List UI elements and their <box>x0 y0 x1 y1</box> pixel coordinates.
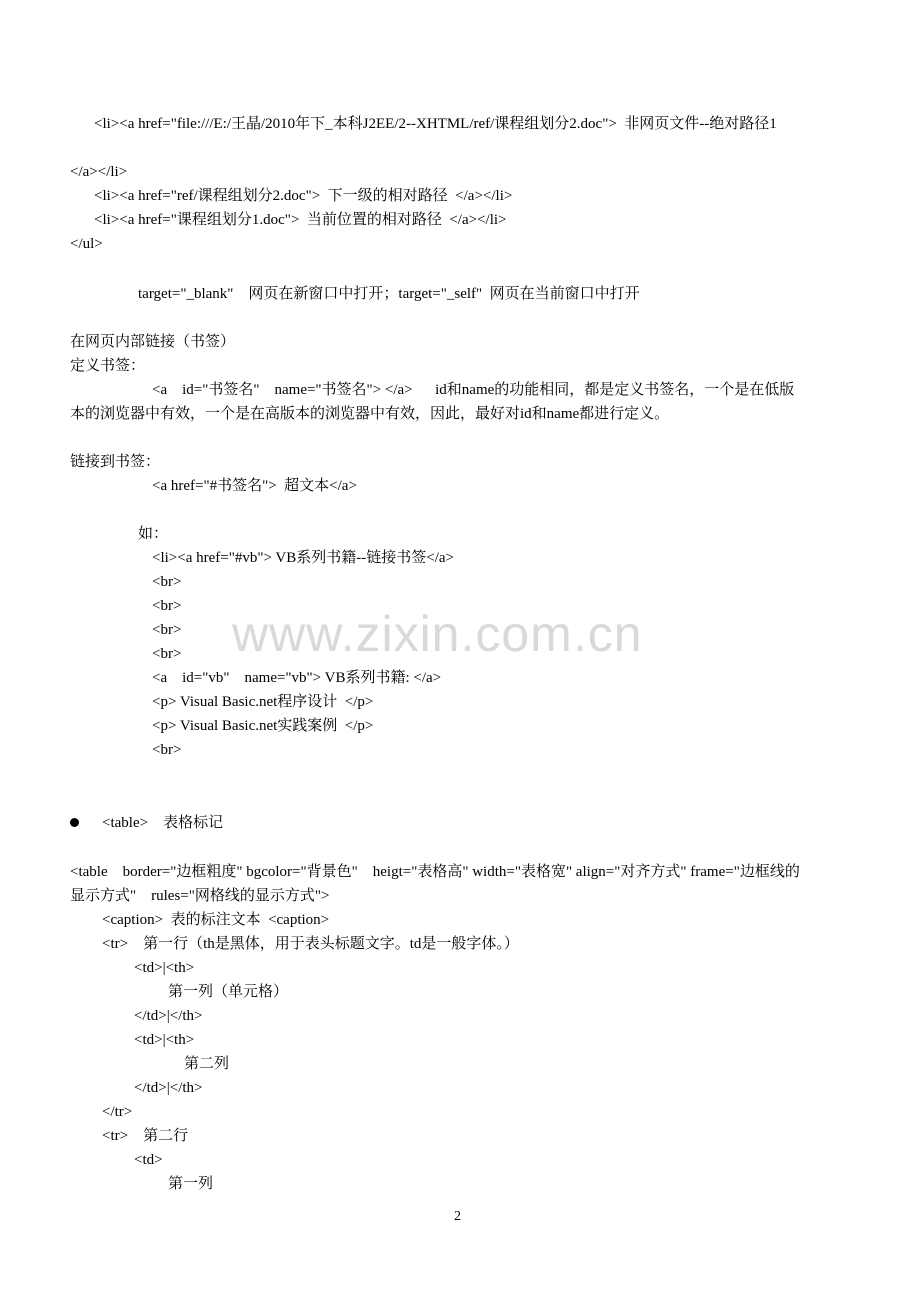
text-line: <br> <box>152 646 182 662</box>
text-line: 第一列 <box>168 1176 214 1192</box>
text-line: <li><a href="#vb"> VB系列书籍--链接书签</a> <box>152 550 454 566</box>
text-line: <a href="#书签名"> 超文本</a> <box>152 478 357 494</box>
text-line: <p> Visual Basic.net实践案例 </p> <box>152 718 374 734</box>
text-line: </ul> <box>70 236 103 252</box>
text-line: <table border="边框粗度" bgcolor="背景色" heigt="表格高" width="表格宽" align="对齐方式" frame="边框线的 <box>70 864 800 880</box>
text-line: <br> <box>152 598 182 614</box>
text-line: 第一列（单元格） <box>168 984 289 1000</box>
text-line: <li><a href="file:///E:/王晶/2010年下_本科J2EE/2--XHTML/ref/课程组划分2.doc"> 非网页文件--绝对路径1 <box>94 116 777 132</box>
text-line: <br> <box>152 622 182 638</box>
text-line: <td>|<th> <box>134 960 195 976</box>
watermark: www.zixin.com.cn <box>232 606 643 662</box>
text-line: <br> <box>152 574 182 590</box>
text-line: 定义书签： <box>70 358 146 374</box>
text-line: <li><a href="课程组划分1.doc"> 当前位置的相对路径 </a></li> <box>94 212 507 228</box>
text-line: 如： <box>138 526 169 542</box>
text-line: <td> <box>134 1152 163 1168</box>
text-line: 链接到书签： <box>70 454 161 470</box>
text-line: 第二列 <box>184 1056 230 1072</box>
text-line: <td>|<th> <box>134 1032 195 1048</box>
page-number: 2 <box>454 1209 461 1224</box>
text-line: <li><a href="ref/课程组划分2.doc"> 下一级的相对路径 </a></li> <box>94 188 513 204</box>
text-line: <a id="vb" name="vb"> VB系列书籍: </a> <box>152 670 442 686</box>
text-line: 本的浏览器中有效，一个是在高版本的浏览器中有效，因此，最好对id和name都进行定义。 <box>70 406 670 422</box>
text-line: </a></li> <box>70 164 128 180</box>
bullet-icon <box>70 818 79 827</box>
text-line: </tr> <box>102 1104 133 1120</box>
text-line: </td>|</th> <box>134 1008 203 1024</box>
text-line: </td>|</th> <box>134 1080 203 1096</box>
section-heading: <table> 表格标记 <box>102 815 224 831</box>
text-line: <a id="书签名" name="书签名"> </a> id和name的功能相同，都是定义书签名，一个是在低版 <box>152 382 795 398</box>
text-line: target="_blank" 网页在新窗口中打开；target="_self" 网页在当前窗口中打开 <box>138 286 640 302</box>
text-line: <br> <box>152 742 182 758</box>
section-heading: 在网页内部链接（书签） <box>70 334 236 350</box>
text-line: <caption> 表的标注文本 <caption> <box>102 912 330 928</box>
text-line: <p> Visual Basic.net程序设计 </p> <box>152 694 374 710</box>
text-line: <tr> 第一行（th是黑体，用于表头标题文字。td是一般字体。） <box>102 936 519 952</box>
text-line: <tr> 第二行 <box>102 1128 189 1144</box>
text-line: 显示方式" rules="网格线的显示方式"> <box>70 888 330 904</box>
